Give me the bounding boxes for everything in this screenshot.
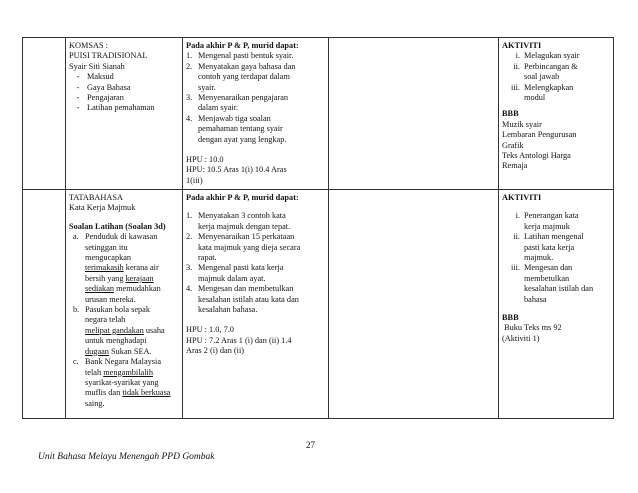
- objectives-cell: Pada akhir P & P, murid dapat: 1. Menyatakan 3 contoh kata kerja majmuk dengan tepat. 2. Menyenaraikan 15 perkataan kata majmuk yang dieja secara rapat. 3. Mengenal pasti kata kerja majmuk dalam ayat. 4. Mengesan dan membetulkan kesalahan istilah atau kata dan kesalahan bahasa. HPU : 1.0, 7.0 HPU : 7.2 Aras 1 (i) dan (ii) 1.4 Aras 2 (i) dan (ii): [186, 193, 301, 356]
- objective-item: 4. Menjawab tiga soalan: [186, 113, 271, 123]
- objective-item: 2. Menyenaraikan 15 perkataan: [186, 232, 295, 242]
- hpu-line: HPU: 10.5 Aras 1(i) 10.4 Aras: [186, 165, 287, 175]
- komsas-line: PUISI TRADISIONAL: [69, 51, 148, 61]
- hpu-line: HPU : 1.0, 7.0: [186, 325, 234, 335]
- activity-item: i. Penerangan kata: [515, 211, 579, 221]
- bbb-line: Remaja: [502, 161, 528, 171]
- objective-item: 1. Mengenal pasti bentuk syair.: [186, 51, 294, 61]
- objective-item: 4. Mengesan dan membetulkan: [186, 284, 294, 294]
- komsas-list-item: - Pengajaran: [76, 93, 124, 103]
- exercise-item-a: a. Penduduk di kawasan: [73, 232, 158, 242]
- objectives-cell: Pada akhir P & P, murid dapat: 1. Mengenal pasti bentuk syair. 2. Menyatakan gaya bahasa dan contoh yang terdapat dalam syair. 3. Menyenaraikan pengajaran dalam syair. 4. Menjawab tiga soalan pemahaman tentang syair dengan ayat yang lengkap. HPU : 10.0 HPU: 10.5 Aras 1(i) 10.4 Aras 1(iii): [186, 41, 299, 185]
- hpu-line: HPU : 10.0: [186, 155, 224, 165]
- objectives-heading: Pada akhir P & P, murid dapat:: [186, 41, 299, 50]
- komsas-list-item: - Maksud: [76, 72, 114, 82]
- komsas-list-item: - Gaya Bahasa: [76, 82, 131, 92]
- bbb-heading: BBB: [502, 109, 519, 119]
- activity-item: iii. Melengkapkan: [511, 82, 574, 92]
- column-divider: [328, 37, 329, 419]
- exercise-heading: Soalan Latihan (Soalan 3d): [69, 221, 166, 231]
- bbb-line: (Aktiviti 1): [502, 333, 540, 343]
- activities-cell: AKTIVITI i. Melagukan syair ii. Perbincangan & soal jawab iii. Melengkapkan modul BBB Muzik syair Lembaran Pengurusan Grafik Teks Antologi Harga Remaja: [502, 41, 580, 171]
- activities-cell: AKTIVITI i. Penerangan kata kerja majmuk ii. Latihan mengenal pasti kata kerja majmuk. iii. Mengesan dan membetulkan kesalahan istilah dan bahasa BBB Buku Teks ms 92 (Aktiviti 1): [502, 193, 594, 343]
- komsas-title: KOMSAS :: [69, 41, 108, 50]
- tatabahasa-line: Kata Kerja Majmuk: [69, 203, 136, 213]
- komsas-list-item: - Latihan pemahaman: [76, 103, 155, 113]
- hpu-line: HPU : 7.2 Aras 1 (i) dan (ii) 1.4: [186, 335, 292, 345]
- bbb-line: Buku Teks ms 92: [502, 323, 562, 333]
- page-footer: Unit Bahasa Melayu Menengah PPD Gombak: [38, 452, 215, 462]
- bbb-line: Grafik: [502, 140, 524, 150]
- activity-item: i. Melagukan syair: [515, 51, 580, 61]
- table-border-bottom: [22, 418, 614, 419]
- bbb-line: Muzik syair: [502, 119, 542, 129]
- objective-item: 1. Menyatakan 3 contoh kata: [186, 211, 286, 221]
- bbb-line: Lembaran Pengurusan: [502, 130, 577, 140]
- objectives-heading: Pada akhir P & P, murid dapat:: [186, 193, 299, 202]
- activity-item: iii. Mengesan dan: [511, 263, 573, 273]
- tatabahasa-cell: TATABAHASA Kata Kerja Majmuk Soalan Latihan (Soalan 3d) a. Penduduk di kawasan setinggan itu mengucapkan terimakasih kerana air bersih yang kerajaan sediakan memudahkan urusan mereka. b. Pasukan bola sepak negara telah melipat gandakan usaha untuk menghadapi dugaan Sukan SEA. c. Bank Negara Malaysia telah mengambilalih syarikat-syarikat yang muflis dan tidak berkuasa saing.: [69, 193, 171, 408]
- table-border-right: [613, 37, 614, 419]
- bbb-heading: BBB: [502, 313, 519, 323]
- column-divider: [498, 37, 499, 419]
- page-number: 27: [306, 440, 315, 450]
- row-divider: [22, 189, 614, 190]
- objective-item: 2. Menyatakan gaya bahasa dan: [186, 61, 296, 71]
- objective-item: 3. Mengenal pasti kata kerja: [186, 263, 284, 273]
- komsas-cell: [69, 41, 155, 114]
- column-divider: [65, 37, 66, 419]
- bbb-line: Teks Antologi Harga: [502, 151, 571, 161]
- exercise-item-b: b. Pasukan bola sepak: [73, 305, 150, 315]
- exercise-item-c: c. Bank Negara Malaysia: [73, 357, 162, 367]
- activity-item: ii. Perbincangan &: [513, 61, 578, 71]
- objective-item: 3. Menyenaraikan pengajaran: [186, 93, 289, 103]
- hpu-line: 1(iii): [186, 175, 203, 185]
- activities-heading: AKTIVITI: [502, 41, 542, 50]
- lesson-plan-table: [22, 37, 614, 419]
- tatabahasa-title: TATABAHASA: [69, 193, 123, 202]
- activities-heading: AKTIVITI: [502, 193, 542, 202]
- column-divider: [182, 37, 183, 419]
- komsas-line: Syair Siti Sianah: [69, 61, 125, 71]
- table-border-top: [22, 37, 614, 38]
- table-border-left: [22, 37, 23, 419]
- hpu-line: Aras 2 (i) dan (ii): [186, 346, 245, 356]
- activity-item: ii. Latihan mengenal: [513, 232, 584, 242]
